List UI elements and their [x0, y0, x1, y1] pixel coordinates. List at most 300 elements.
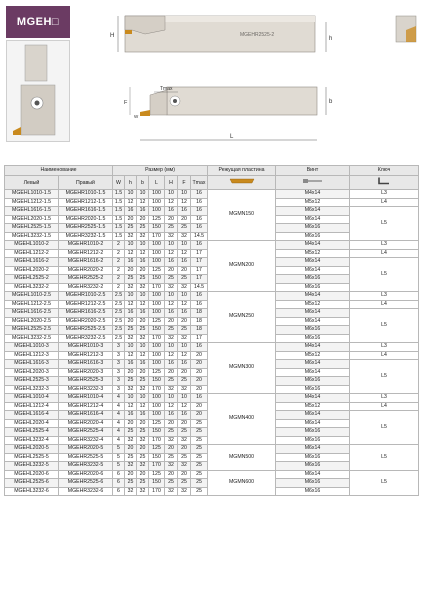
screw-cell: M6x14 [276, 470, 350, 479]
table-cell: 25 [165, 224, 178, 233]
table-cell: 32 [125, 385, 137, 394]
table-cell: 20 [165, 317, 178, 326]
table-cell: 32 [165, 436, 178, 445]
table-cell: MGEHR2020-3 [59, 368, 113, 377]
table-cell: 16 [191, 215, 208, 224]
table-cell: 2.5 [113, 334, 125, 343]
right-hand-header: Правый [59, 176, 113, 190]
table-cell: 32 [165, 487, 178, 496]
table-cell: 2.5 [113, 309, 125, 318]
screw-cell: M4x14 [276, 394, 350, 403]
table-cell: 20 [191, 411, 208, 420]
table-cell: 10 [137, 394, 149, 403]
screw-cell: M6x16 [276, 334, 350, 343]
table-cell: 4 [113, 411, 125, 420]
table-cell: 32 [165, 385, 178, 394]
table-cell: 32 [137, 462, 149, 471]
table-cell: MGEHR3232-2.5 [59, 334, 113, 343]
table-cell: MGEHR2525-3 [59, 377, 113, 386]
table-cell: 20 [125, 419, 137, 428]
table-cell: 20 [125, 317, 137, 326]
table-cell: 16 [165, 207, 178, 216]
table-cell: MGEHL2020-5 [5, 445, 59, 454]
table-cell: MGEHR1212-1.5 [59, 198, 113, 207]
screw-cell: M4x14 [276, 343, 350, 352]
table-cell: MGEHL2525-4 [5, 428, 59, 437]
table-cell: 10 [165, 343, 178, 352]
table-cell: 25 [125, 479, 137, 488]
screw-cell: M5x12 [276, 402, 350, 411]
table-cell: MGEHR2525-4 [59, 428, 113, 437]
table-cell: 2.5 [113, 292, 125, 301]
table-cell: MGEHR2525-6 [59, 479, 113, 488]
col-tmax-header: Tmax [191, 176, 208, 190]
table-cell: 32 [178, 436, 191, 445]
table-cell: 10 [178, 292, 191, 301]
table-cell: MGEHL3232-4 [5, 436, 59, 445]
table-cell: MGEHL2020-2 [5, 266, 59, 275]
specification-table [4, 165, 419, 496]
screw-cell: M6x14 [276, 258, 350, 267]
key-cell: L3 [350, 241, 419, 250]
table-cell: 2.5 [113, 300, 125, 309]
table-cell: MGEHL3232-6 [5, 487, 59, 496]
screw-cell: M6x16 [276, 283, 350, 292]
product-thumbnail [6, 40, 70, 142]
table-cell: 16 [191, 198, 208, 207]
table-cell: 100 [149, 300, 165, 309]
table-cell: 10 [137, 190, 149, 199]
key-cell: L4 [350, 198, 419, 207]
table-cell: 100 [149, 309, 165, 318]
table-cell: 25 [178, 377, 191, 386]
table-row [5, 394, 419, 403]
table-cell: MGEHL2525-5 [5, 453, 59, 462]
table-cell: 2 [113, 275, 125, 284]
table-cell: MGEHL1010-1.5 [5, 190, 59, 199]
table-cell: 25 [137, 275, 149, 284]
table-cell: 6 [113, 470, 125, 479]
table-cell: MGEHR1616-1.5 [59, 207, 113, 216]
screw-cell: M6x16 [276, 275, 350, 284]
table-row [5, 470, 419, 479]
table-cell: 20 [125, 368, 137, 377]
table-cell: 25 [191, 453, 208, 462]
table-cell: 3 [113, 360, 125, 369]
table-cell: 125 [149, 470, 165, 479]
table-cell: 20 [191, 368, 208, 377]
table-cell: 2 [113, 249, 125, 258]
key-cell: L5 [350, 309, 419, 343]
left-hand-header: Левый [5, 176, 59, 190]
table-cell: 12 [137, 300, 149, 309]
table-cell: MGEHL1212-2.5 [5, 300, 59, 309]
screw-header: Винт [276, 166, 350, 176]
table-cell: 2 [113, 266, 125, 275]
table-cell: 20 [165, 215, 178, 224]
screw-cell: M6x14 [276, 207, 350, 216]
table-cell: MGEHR1212-2 [59, 249, 113, 258]
table-cell: 20 [137, 368, 149, 377]
table-cell: MGEHL1616-1.5 [5, 207, 59, 216]
table-cell: MGEHL2525-2 [5, 275, 59, 284]
svg-text:W: W [134, 114, 139, 119]
table-cell: MGEHR2020-4 [59, 419, 113, 428]
table-cell: 20 [165, 445, 178, 454]
table-cell: MGEHL1616-2.5 [5, 309, 59, 318]
table-cell: 16 [191, 300, 208, 309]
table-cell: 20 [125, 215, 137, 224]
table-cell: 125 [149, 215, 165, 224]
table-cell: MGEHR1010-1.5 [59, 190, 113, 199]
table-cell: 125 [149, 368, 165, 377]
table-cell: 3 [113, 351, 125, 360]
table-cell: 1.5 [113, 232, 125, 241]
screw-cell: M6x14 [276, 309, 350, 318]
table-cell: 32 [125, 436, 137, 445]
table-cell: MGEHL1616-3 [5, 360, 59, 369]
table-cell: MGEHL3232-2.5 [5, 334, 59, 343]
table-cell: 20 [191, 402, 208, 411]
table-cell: 16 [137, 309, 149, 318]
insert-icon [227, 177, 257, 185]
specification-rows [5, 190, 419, 496]
table-cell: 16 [165, 411, 178, 420]
insert-cell: MGMN500 [208, 445, 276, 471]
screw-cell: M4x14 [276, 292, 350, 301]
insert-cell: MGMN300 [208, 343, 276, 394]
screw-cell: M6x16 [276, 462, 350, 471]
insert-image-cell [208, 176, 276, 190]
key-cell: L5 [350, 470, 419, 496]
table-cell: 12 [125, 351, 137, 360]
table-cell: MGEHR2525-1.5 [59, 224, 113, 233]
table-cell: MGEHL1010-2.5 [5, 292, 59, 301]
table-cell: 32 [178, 232, 191, 241]
table-cell: 100 [149, 241, 165, 250]
table-cell: 17 [191, 249, 208, 258]
table-cell: 32 [178, 334, 191, 343]
insert-cell: MGMN150 [208, 190, 276, 241]
table-cell: 25 [125, 428, 137, 437]
screw-cell: M6x14 [276, 317, 350, 326]
table-cell: 1.5 [113, 190, 125, 199]
table-cell: 25 [165, 453, 178, 462]
key-cell: L5 [350, 445, 419, 471]
table-cell: 20 [191, 385, 208, 394]
table-cell: 100 [149, 207, 165, 216]
product-title: MGEH□ [6, 6, 70, 38]
table-cell: 25 [165, 275, 178, 284]
table-cell: 150 [149, 377, 165, 386]
table-cell: 16 [125, 258, 137, 267]
table-cell: 4 [113, 436, 125, 445]
table-cell: MGEHL1212-3 [5, 351, 59, 360]
table-cell: 12 [137, 402, 149, 411]
table-cell: 2 [113, 258, 125, 267]
key-header: Ключ [350, 166, 419, 176]
table-cell: 12 [178, 402, 191, 411]
table-cell: 150 [149, 479, 165, 488]
table-cell: 25 [178, 326, 191, 335]
table-cell: 25 [191, 436, 208, 445]
screw-cell: M6x16 [276, 326, 350, 335]
table-cell: 16 [191, 343, 208, 352]
table-cell: MGEHL1010-3 [5, 343, 59, 352]
screw-cell: M6x16 [276, 436, 350, 445]
table-cell: 32 [125, 334, 137, 343]
table-cell: 10 [125, 394, 137, 403]
table-cell: 170 [149, 385, 165, 394]
table-cell: MGEHL3232-2 [5, 283, 59, 292]
table-cell: 1.5 [113, 215, 125, 224]
table-cell: 16 [125, 207, 137, 216]
table-cell: 100 [149, 343, 165, 352]
key-cell: L3 [350, 394, 419, 403]
table-cell: MGEHR3232-6 [59, 487, 113, 496]
table-cell: 10 [165, 394, 178, 403]
table-cell: 10 [125, 343, 137, 352]
table-cell: MGEHR3232-3 [59, 385, 113, 394]
table-cell: 150 [149, 224, 165, 233]
table-cell: 25 [191, 428, 208, 437]
table-cell: 10 [137, 241, 149, 250]
table-cell: 100 [149, 198, 165, 207]
table-cell: MGEHR2020-2.5 [59, 317, 113, 326]
table-cell: 150 [149, 453, 165, 462]
screw-cell: M6x16 [276, 224, 350, 233]
table-cell: MGEHR1212-2.5 [59, 300, 113, 309]
table-cell: 20 [178, 266, 191, 275]
table-cell: 12 [178, 198, 191, 207]
screw-cell: M6x14 [276, 360, 350, 369]
screw-cell: M6x16 [276, 428, 350, 437]
table-cell: 25 [191, 445, 208, 454]
table-cell: 12 [125, 198, 137, 207]
table-cell: 25 [178, 275, 191, 284]
table-cell: 170 [149, 436, 165, 445]
tool-thumbnail-image [7, 41, 69, 141]
table-cell: 10 [125, 241, 137, 250]
table-row [5, 292, 419, 301]
table-cell: 12 [178, 300, 191, 309]
table-cell: 12 [125, 300, 137, 309]
table-cell: 20 [165, 470, 178, 479]
table-cell: 20 [137, 419, 149, 428]
table-cell: MGEHL2020-1.5 [5, 215, 59, 224]
key-cell: L3 [350, 292, 419, 301]
table-cell: 25 [137, 453, 149, 462]
table-cell: 12 [165, 351, 178, 360]
table-cell: 25 [125, 275, 137, 284]
table-cell: 20 [137, 266, 149, 275]
table-cell: MGEHL1212-1.5 [5, 198, 59, 207]
table-cell: 20 [137, 317, 149, 326]
screw-cell: M6x16 [276, 487, 350, 496]
table-cell: 125 [149, 266, 165, 275]
table-cell: 6 [113, 479, 125, 488]
col-h-header: h [125, 176, 137, 190]
table-cell: MGEHR1616-2 [59, 258, 113, 267]
table-cell: 20 [178, 445, 191, 454]
table-cell: 20 [165, 368, 178, 377]
table-cell: 16 [137, 207, 149, 216]
table-cell: 18 [191, 309, 208, 318]
table-cell: MGEHR3232-4 [59, 436, 113, 445]
screw-cell: M6x16 [276, 232, 350, 241]
table-cell: 25 [137, 428, 149, 437]
table-cell: 16 [178, 207, 191, 216]
table-cell: 16 [137, 360, 149, 369]
designation-header: Наименование [5, 166, 113, 176]
table-cell: 16 [178, 360, 191, 369]
key-cell: L4 [350, 249, 419, 258]
col-b-header: b [137, 176, 149, 190]
table-cell: 20 [137, 470, 149, 479]
screw-cell: M6x14 [276, 215, 350, 224]
table-cell: MGEHR2020-1.5 [59, 215, 113, 224]
table-cell: 10 [178, 241, 191, 250]
table-cell: 32 [165, 232, 178, 241]
table-cell: MGEHR1212-3 [59, 351, 113, 360]
table-cell: 18 [191, 326, 208, 335]
screw-cell: M6x14 [276, 411, 350, 420]
table-cell: 16 [191, 207, 208, 216]
table-cell: 170 [149, 232, 165, 241]
table-cell: 17 [191, 266, 208, 275]
table-cell: 18 [191, 317, 208, 326]
screw-cell: M4x14 [276, 190, 350, 199]
table-cell: 32 [178, 487, 191, 496]
table-cell: 32 [137, 334, 149, 343]
table-cell: 1.5 [113, 207, 125, 216]
table-cell: 20 [137, 445, 149, 454]
table-cell: 3 [113, 343, 125, 352]
key-image-cell [350, 176, 419, 190]
screw-cell: M5x12 [276, 198, 350, 207]
table-cell: 32 [137, 232, 149, 241]
table-cell: 20 [165, 266, 178, 275]
table-cell: 12 [137, 249, 149, 258]
table-cell: 16 [125, 309, 137, 318]
key-cell: L3 [350, 190, 419, 199]
table-cell: 32 [178, 462, 191, 471]
table-cell: 10 [137, 343, 149, 352]
table-cell: 10 [178, 343, 191, 352]
table-cell: 25 [165, 479, 178, 488]
table-cell: 20 [178, 470, 191, 479]
table-cell: 16 [125, 360, 137, 369]
table-cell: 32 [125, 232, 137, 241]
table-row [5, 190, 419, 199]
key-cell: L4 [350, 351, 419, 360]
table-cell: 12 [137, 351, 149, 360]
table-cell: 100 [149, 394, 165, 403]
table-cell: 4 [113, 394, 125, 403]
table-cell: 150 [149, 275, 165, 284]
table-cell: MGEHL2525-6 [5, 479, 59, 488]
table-cell: 10 [165, 292, 178, 301]
insert-cell: MGMN200 [208, 241, 276, 292]
size-header: Размер (мм) [113, 166, 208, 176]
table-cell: 16 [191, 292, 208, 301]
table-cell: MGEHR1010-3 [59, 343, 113, 352]
table-cell: 25 [125, 224, 137, 233]
table-cell: 25 [178, 224, 191, 233]
table-cell: 32 [137, 385, 149, 394]
table-cell: 5 [113, 462, 125, 471]
table-cell: 17 [191, 258, 208, 267]
table-cell: 12 [178, 351, 191, 360]
table-cell: 16 [165, 258, 178, 267]
table-cell: 10 [165, 241, 178, 250]
table-cell: 150 [149, 428, 165, 437]
table-cell: 100 [149, 351, 165, 360]
table-cell: 12 [125, 249, 137, 258]
screw-cell: M5x12 [276, 351, 350, 360]
table-cell: 1.5 [113, 198, 125, 207]
table-cell: 16 [165, 360, 178, 369]
key-cell: L5 [350, 411, 419, 445]
table-cell: 16 [191, 394, 208, 403]
table-cell: 10 [125, 292, 137, 301]
table-cell: 25 [137, 224, 149, 233]
table-cell: MGEHR1616-3 [59, 360, 113, 369]
screw-cell: M6x16 [276, 479, 350, 488]
table-cell: MGEHL3232-1.5 [5, 232, 59, 241]
table-cell: 100 [149, 249, 165, 258]
table-cell: 12 [178, 249, 191, 258]
table-cell: 20 [125, 445, 137, 454]
table-cell: 25 [191, 479, 208, 488]
screw-cell: M6x16 [276, 385, 350, 394]
table-cell: 20 [191, 360, 208, 369]
screw-cell: M5x12 [276, 249, 350, 258]
table-row [5, 445, 419, 454]
table-cell: 10 [178, 190, 191, 199]
table-cell: MGEHR1010-4 [59, 394, 113, 403]
screw-cell: M5x12 [276, 300, 350, 309]
table-cell: 25 [165, 428, 178, 437]
table-cell: 32 [137, 487, 149, 496]
table-cell: 25 [137, 377, 149, 386]
table-cell: 16 [125, 411, 137, 420]
table-cell: 10 [165, 190, 178, 199]
table-cell: 16 [178, 411, 191, 420]
key-cell: L5 [350, 258, 419, 292]
table-cell: 32 [137, 283, 149, 292]
table-cell: MGEHL3232-3 [5, 385, 59, 394]
table-cell: 4 [113, 419, 125, 428]
table-cell: 3 [113, 377, 125, 386]
table-cell: 5 [113, 445, 125, 454]
table-cell: 32 [165, 283, 178, 292]
table-cell: 25 [191, 470, 208, 479]
table-cell: 32 [137, 436, 149, 445]
svg-text:H: H [110, 33, 115, 39]
table-cell: 10 [137, 292, 149, 301]
table-cell: 100 [149, 258, 165, 267]
table-cell: 25 [178, 453, 191, 462]
screw-cell: M6x14 [276, 368, 350, 377]
screw-cell: M6x16 [276, 377, 350, 386]
table-cell: 16 [137, 258, 149, 267]
table-cell: 32 [125, 462, 137, 471]
table-cell: 5 [113, 453, 125, 462]
table-cell: MGEHR1212-4 [59, 402, 113, 411]
table-cell: MGEHL2020-6 [5, 470, 59, 479]
table-cell: MGEHR3232-1.5 [59, 232, 113, 241]
